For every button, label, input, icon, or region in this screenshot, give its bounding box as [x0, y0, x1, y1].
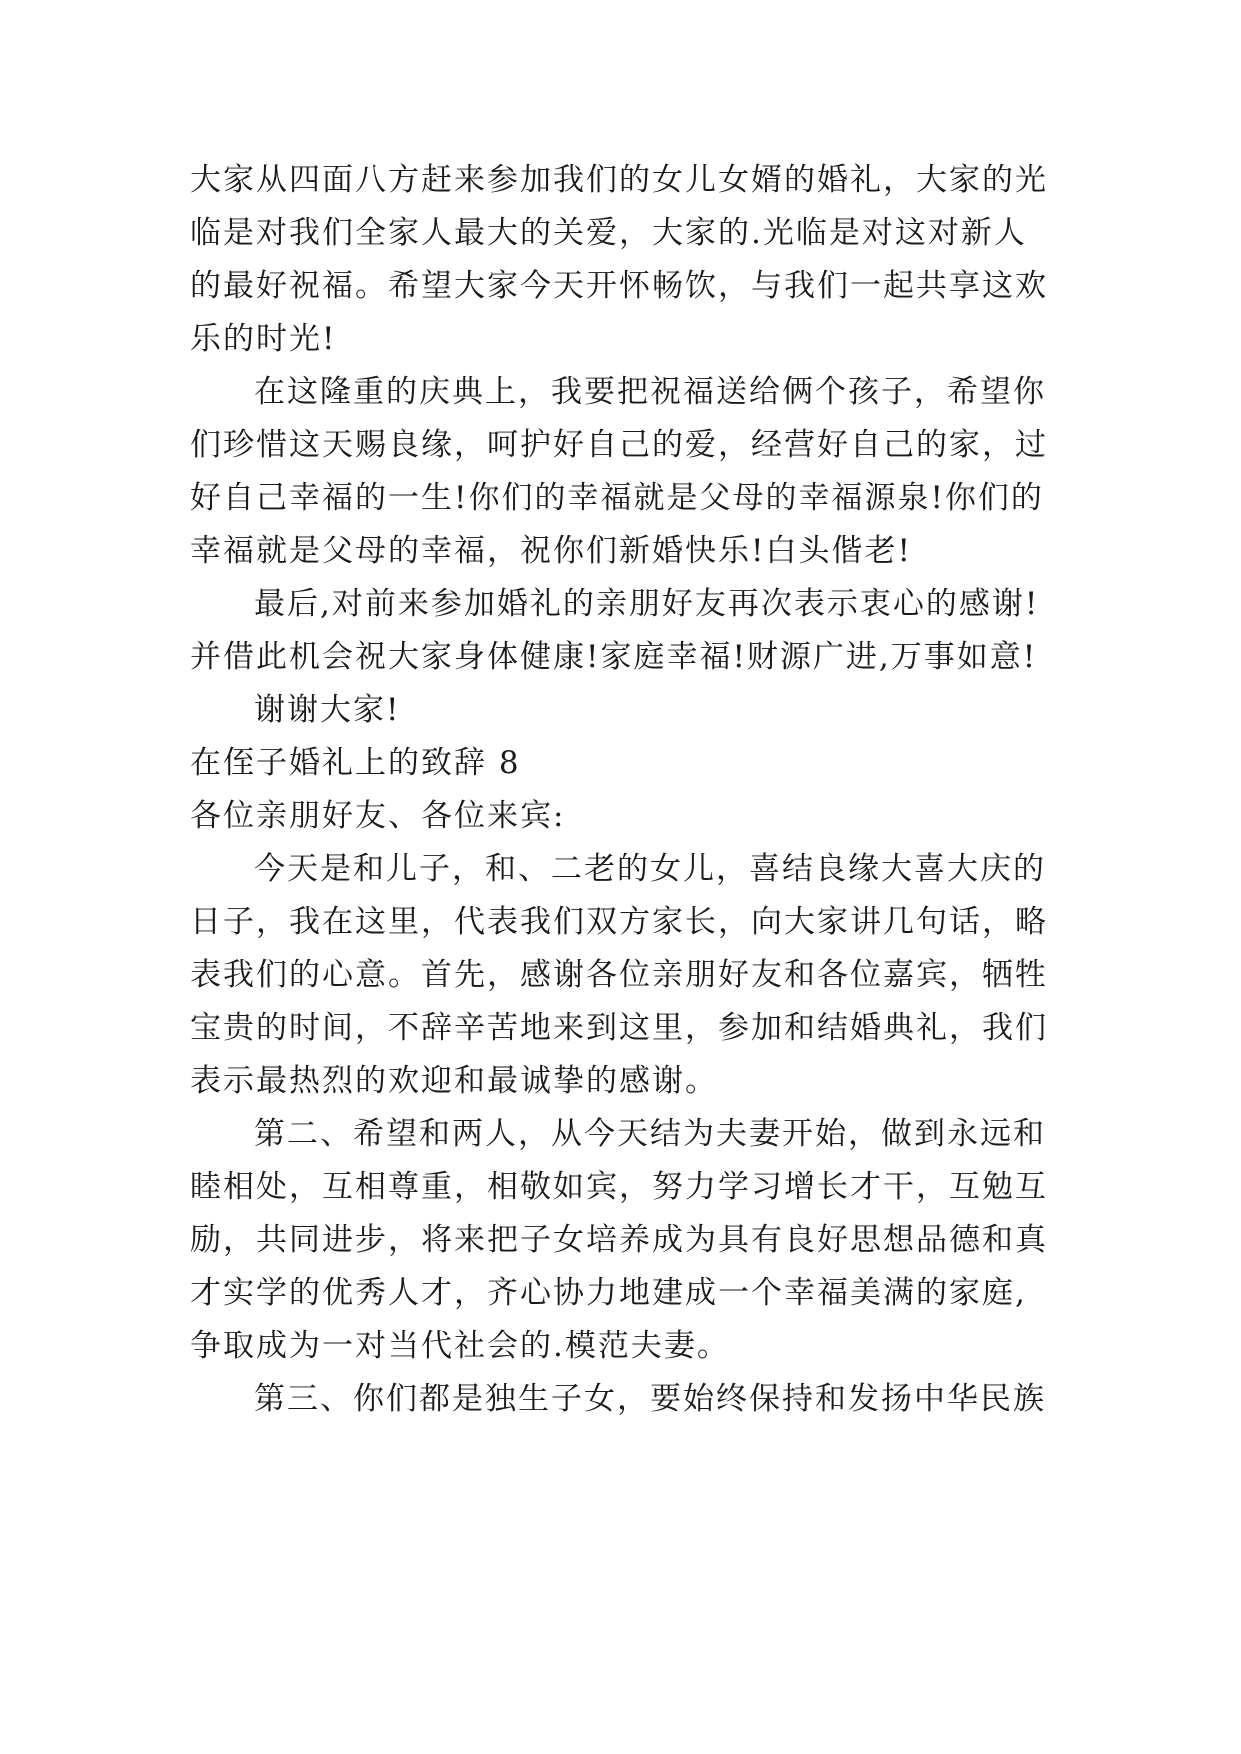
text-line: 们珍惜这天赐良缘，呵护好自己的爱，经营好自己的家，过 — [190, 427, 1048, 463]
text-line: 乐的时光! — [190, 321, 337, 357]
text-line: 临是对我们全家人最大的关爱，大家的.光临是对这对新人 — [190, 215, 1027, 251]
text-line: 才实学的优秀人才，齐心协力地建成一个幸福美满的家庭, — [190, 1275, 1027, 1311]
text-line: 幸福就是父母的幸福，祝你们新婚快乐!白头偕老! — [190, 533, 912, 569]
text-line: 表我们的心意。首先，感谢各位亲朋好友和各位嘉宾，牺牲 — [190, 957, 1048, 993]
text-line: 好自己幸福的一生!你们的幸福就是父母的幸福源泉!你们的 — [190, 480, 1044, 516]
paragraph-start-line: 最后,对前来参加婚礼的亲朋好友再次表示衷心的感谢! — [254, 586, 1040, 622]
paragraph-start-line: 第三、你们都是独生子女，要始终保持和发扬中华民族 — [254, 1381, 1046, 1417]
salutation: 各位亲朋好友、各位来宾: — [190, 798, 566, 834]
text-line: 日子，我在这里，代表我们双方家长，向大家讲几句话，略 — [190, 904, 1048, 940]
text-line: 宝贵的时间，不辞辛苦地来到这里，参加和结婚典礼，我们 — [190, 1010, 1048, 1046]
text-line: 的最好祝福。希望大家今天开怀畅饮，与我们一起共享这欢 — [190, 268, 1048, 304]
text-line: 睦相处，互相尊重，相敬如宾，努力学习增长才干，互勉互 — [190, 1169, 1048, 1205]
text-line: 争取成为一对当代社会的.模范夫妻。 — [190, 1328, 730, 1364]
paragraph-start-line: 今天是和儿子，和、二老的女儿，喜结良缘大喜大庆的 — [254, 851, 1046, 887]
closing-thanks: 谢谢大家! — [254, 692, 401, 728]
section-heading: 在侄子婚礼上的致辞 8 — [190, 745, 521, 781]
paragraph-start-line: 第二、希望和两人，从今天结为夫妻开始，做到永远和 — [254, 1116, 1046, 1152]
text-line: 大家从四面八方赶来参加我们的女儿女婿的婚礼，大家的光 — [190, 162, 1048, 198]
text-line: 并借此机会祝大家身体健康!家庭幸福!财源广进,万事如意! — [190, 639, 1038, 675]
text-line: 励，共同进步，将来把子女培养成为具有良好思想品德和真 — [190, 1222, 1048, 1258]
paragraph-start-line: 在这隆重的庆典上，我要把祝福送给俩个孩子，希望你 — [254, 374, 1046, 410]
text-line: 表示最热烈的欢迎和最诚挚的感谢。 — [190, 1063, 718, 1099]
